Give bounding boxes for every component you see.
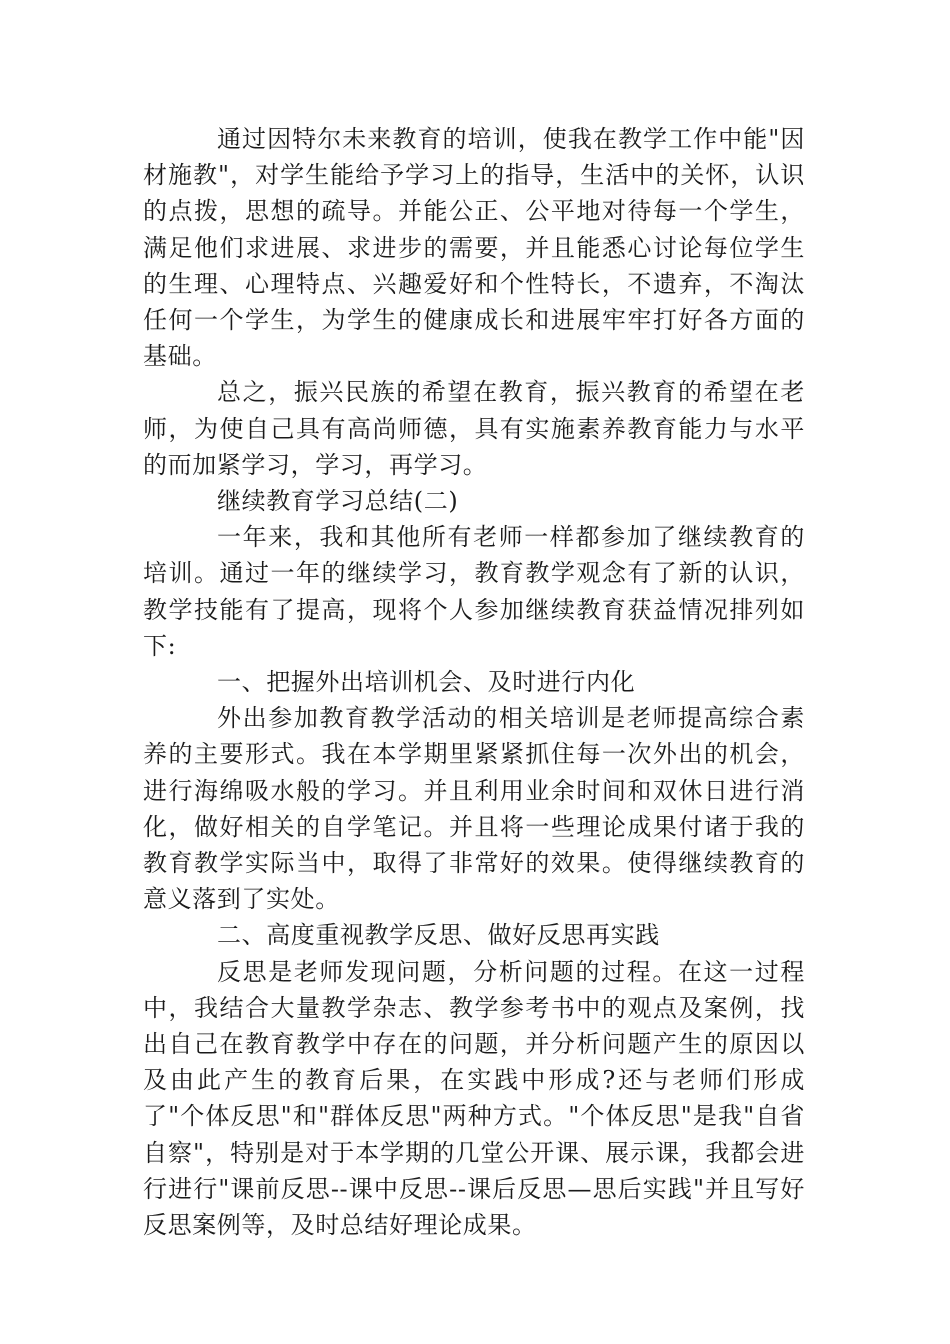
paragraph-training: 外出参加教育教学活动的相关培训是老师提高综合素养的主要形式。我在本学期里紧紧抓住每一次外出的机会，进行海绵吸水般的学习。并且利用业余时间和双休日进行消化，做好相关的自学笔记。并且将一些理论成果付诸于我的教育教学实际当中，取得了非常好的效果。使得继续教育的意义落到了实处。 xyxy=(143,704,805,914)
paragraph-intro: 一年来，我和其他所有老师一样都参加了继续教育的培训。通过一年的继续学习，教育教学观念有了新的认识，教学技能有了提高，现将个人参加继续教育获益情况排列如下: xyxy=(143,523,805,660)
paragraph-reflection: 反思是老师发现问题，分析问题的过程。在这一过程中，我结合大量教学杂志、教学参考书中的观点及案例，找出自己在教育教学中存在的问题，并分析问题产生的原因以及由此产生的教育后果，在实践中形成?还与老师们形成了"个体反思"和"群体反思"两种方式。"个体反思"是我"自省自察"，特别是对于本学期的几堂公开课、展示课，我都会进行进行"课前反思--课中反思--课后反思—思后实践"并且写好反思案例等，及时总结好理论成果。 xyxy=(143,957,805,1240)
section-heading-2: 二、高度重视教学反思、做好反思再实践 xyxy=(217,921,660,950)
paragraph-teaching-reflection: 通过因特尔未来教育的培训，使我在教学工作中能"因材施教"，对学生能给予学习上的指导，生活中的关怀，认识的点拨，思想的疏导。并能公正、公平地对待每一个学生，满足他们求进展、求进步的需要，并且能悉心讨论每位学生的生理、心理特点、兴趣爱好和个性特长，不遗弃，不淘汰任何一个学生，为学生的健康成长和进展牢牢打好各方面的基础。 xyxy=(143,125,805,371)
document-page xyxy=(143,121,805,1243)
section-heading-1: 一、把握外出培训机会、及时进行内化 xyxy=(217,668,636,697)
section-title: 继续教育学习总结(二) xyxy=(217,487,459,516)
paragraph-conclusion: 总之，振兴民族的希望在教育，振兴教育的希望在老师，为使自己具有高尚师德，具有实施素养教育能力与水平的而加紧学习，学习，再学习。 xyxy=(143,378,805,479)
